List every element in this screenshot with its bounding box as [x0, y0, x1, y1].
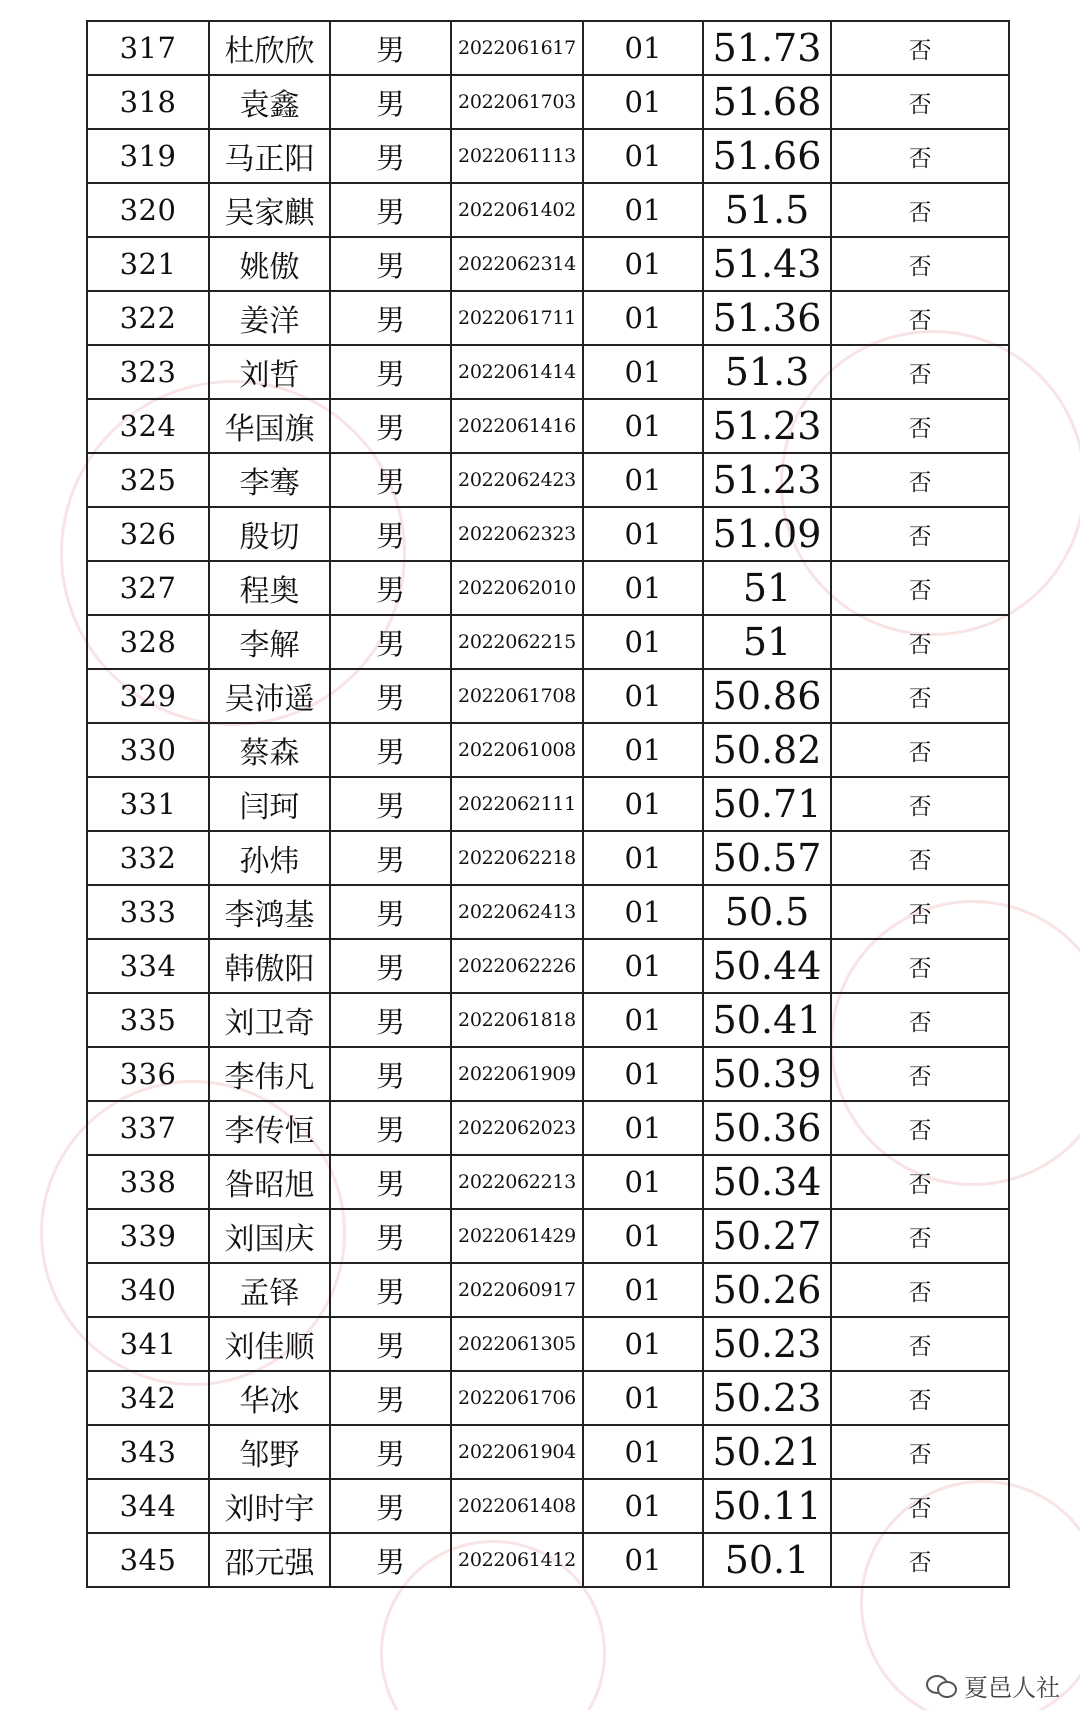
row-number-cell: 319 [87, 129, 209, 183]
exam-number-cell: 2022061412 [451, 1533, 583, 1587]
table-row [87, 561, 1009, 615]
exam-number-cell: 2022061414 [451, 345, 583, 399]
gender-cell: 男 [330, 1533, 451, 1587]
table-row [87, 399, 1009, 453]
table-row [87, 345, 1009, 399]
candidate-name-cell: 吴家麒 [209, 183, 330, 237]
candidate-name-cell: 韩傲阳 [209, 939, 330, 993]
qualified-flag-cell: 否 [831, 885, 1009, 939]
qualified-flag-cell: 否 [831, 183, 1009, 237]
score-cell: 50.86 [703, 669, 831, 723]
gender-cell: 男 [330, 777, 451, 831]
row-number-cell: 322 [87, 291, 209, 345]
row-number-cell: 338 [87, 1155, 209, 1209]
candidate-name-cell: 李解 [209, 615, 330, 669]
score-cell: 50.26 [703, 1263, 831, 1317]
qualified-flag-cell: 否 [831, 453, 1009, 507]
score-cell: 50.36 [703, 1101, 831, 1155]
exam-number-cell: 2022060917 [451, 1263, 583, 1317]
exam-number-cell: 2022062218 [451, 831, 583, 885]
score-cell: 51 [703, 561, 831, 615]
row-number-cell: 329 [87, 669, 209, 723]
table-row [87, 1263, 1009, 1317]
gender-cell: 男 [330, 507, 451, 561]
candidate-name-cell: 刘卫奇 [209, 993, 330, 1047]
qualified-flag-cell: 否 [831, 669, 1009, 723]
position-code-cell: 01 [583, 669, 703, 723]
score-cell: 51.3 [703, 345, 831, 399]
source-name: 夏邑人社 [964, 1674, 1060, 1702]
table-row [87, 1155, 1009, 1209]
score-table [86, 20, 1010, 1588]
gender-cell: 男 [330, 345, 451, 399]
row-number-cell: 345 [87, 1533, 209, 1587]
position-code-cell: 01 [583, 1317, 703, 1371]
candidate-name-cell: 李传恒 [209, 1101, 330, 1155]
exam-number-cell: 2022061402 [451, 183, 583, 237]
table-row [87, 183, 1009, 237]
candidate-name-cell: 刘时宇 [209, 1479, 330, 1533]
gender-cell: 男 [330, 129, 451, 183]
exam-number-cell: 2022061416 [451, 399, 583, 453]
wechat-icon [926, 1675, 956, 1697]
position-code-cell: 01 [583, 615, 703, 669]
qualified-flag-cell: 否 [831, 723, 1009, 777]
exam-number-cell: 2022062314 [451, 237, 583, 291]
qualified-flag-cell: 否 [831, 21, 1009, 75]
position-code-cell: 01 [583, 723, 703, 777]
gender-cell: 男 [330, 561, 451, 615]
position-code-cell: 01 [583, 183, 703, 237]
exam-number-cell: 2022061008 [451, 723, 583, 777]
table-row [87, 1317, 1009, 1371]
gender-cell: 男 [330, 1209, 451, 1263]
qualified-flag-cell: 否 [831, 1263, 1009, 1317]
position-code-cell: 01 [583, 1101, 703, 1155]
table-row [87, 669, 1009, 723]
gender-cell: 男 [330, 399, 451, 453]
row-number-cell: 331 [87, 777, 209, 831]
gender-cell: 男 [330, 1317, 451, 1371]
row-number-cell: 328 [87, 615, 209, 669]
score-cell: 51.43 [703, 237, 831, 291]
position-code-cell: 01 [583, 237, 703, 291]
position-code-cell: 01 [583, 561, 703, 615]
table-row [87, 507, 1009, 561]
table-row [87, 21, 1009, 75]
position-code-cell: 01 [583, 507, 703, 561]
candidate-name-cell: 华冰 [209, 1371, 330, 1425]
exam-number-cell: 2022061408 [451, 1479, 583, 1533]
gender-cell: 男 [330, 885, 451, 939]
candidate-name-cell: 姚傲 [209, 237, 330, 291]
table-row [87, 291, 1009, 345]
candidate-name-cell: 李伟凡 [209, 1047, 330, 1101]
position-code-cell: 01 [583, 1479, 703, 1533]
qualified-flag-cell: 否 [831, 993, 1009, 1047]
qualified-flag-cell: 否 [831, 1209, 1009, 1263]
exam-number-cell: 2022061305 [451, 1317, 583, 1371]
score-cell: 50.11 [703, 1479, 831, 1533]
row-number-cell: 325 [87, 453, 209, 507]
table-row [87, 1425, 1009, 1479]
exam-number-cell: 2022062323 [451, 507, 583, 561]
table-row [87, 1209, 1009, 1263]
score-cell: 50.57 [703, 831, 831, 885]
candidate-name-cell: 李鸿基 [209, 885, 330, 939]
candidate-name-cell: 蔡森 [209, 723, 330, 777]
qualified-flag-cell: 否 [831, 345, 1009, 399]
candidate-name-cell: 姜洋 [209, 291, 330, 345]
table-row [87, 129, 1009, 183]
position-code-cell: 01 [583, 399, 703, 453]
candidate-name-cell: 刘佳顺 [209, 1317, 330, 1371]
position-code-cell: 01 [583, 993, 703, 1047]
table-row [87, 831, 1009, 885]
qualified-flag-cell: 否 [831, 777, 1009, 831]
score-cell: 51 [703, 615, 831, 669]
gender-cell: 男 [330, 669, 451, 723]
candidate-name-cell: 邵元强 [209, 1533, 330, 1587]
position-code-cell: 01 [583, 831, 703, 885]
exam-number-cell: 2022062423 [451, 453, 583, 507]
position-code-cell: 01 [583, 777, 703, 831]
gender-cell: 男 [330, 21, 451, 75]
qualified-flag-cell: 否 [831, 1479, 1009, 1533]
position-code-cell: 01 [583, 1209, 703, 1263]
qualified-flag-cell: 否 [831, 129, 1009, 183]
row-number-cell: 321 [87, 237, 209, 291]
score-cell: 50.44 [703, 939, 831, 993]
row-number-cell: 320 [87, 183, 209, 237]
exam-number-cell: 2022061818 [451, 993, 583, 1047]
gender-cell: 男 [330, 1263, 451, 1317]
position-code-cell: 01 [583, 291, 703, 345]
qualified-flag-cell: 否 [831, 399, 1009, 453]
position-code-cell: 01 [583, 885, 703, 939]
position-code-cell: 01 [583, 345, 703, 399]
score-cell: 50.5 [703, 885, 831, 939]
score-cell: 50.71 [703, 777, 831, 831]
exam-number-cell: 2022062226 [451, 939, 583, 993]
exam-number-cell: 2022062111 [451, 777, 583, 831]
source-footer [926, 1668, 1060, 1703]
score-cell: 50.27 [703, 1209, 831, 1263]
gender-cell: 男 [330, 939, 451, 993]
table-row [87, 723, 1009, 777]
exam-number-cell: 2022061706 [451, 1371, 583, 1425]
position-code-cell: 01 [583, 939, 703, 993]
position-code-cell: 01 [583, 1155, 703, 1209]
row-number-cell: 339 [87, 1209, 209, 1263]
table-row [87, 1371, 1009, 1425]
qualified-flag-cell: 否 [831, 615, 1009, 669]
score-cell: 50.23 [703, 1317, 831, 1371]
position-code-cell: 01 [583, 453, 703, 507]
qualified-flag-cell: 否 [831, 1371, 1009, 1425]
score-cell: 51.73 [703, 21, 831, 75]
candidate-name-cell: 杜欣欣 [209, 21, 330, 75]
table-row [87, 939, 1009, 993]
exam-number-cell: 2022062413 [451, 885, 583, 939]
qualified-flag-cell: 否 [831, 75, 1009, 129]
gender-cell: 男 [330, 615, 451, 669]
position-code-cell: 01 [583, 1263, 703, 1317]
score-cell: 51.09 [703, 507, 831, 561]
exam-number-cell: 2022061703 [451, 75, 583, 129]
candidate-name-cell: 邹野 [209, 1425, 330, 1479]
row-number-cell: 317 [87, 21, 209, 75]
candidate-name-cell: 程奥 [209, 561, 330, 615]
row-number-cell: 337 [87, 1101, 209, 1155]
qualified-flag-cell: 否 [831, 237, 1009, 291]
table-row [87, 1101, 1009, 1155]
score-cell: 50.23 [703, 1371, 831, 1425]
row-number-cell: 327 [87, 561, 209, 615]
row-number-cell: 340 [87, 1263, 209, 1317]
position-code-cell: 01 [583, 1047, 703, 1101]
score-cell: 50.41 [703, 993, 831, 1047]
qualified-flag-cell: 否 [831, 1317, 1009, 1371]
qualified-flag-cell: 否 [831, 561, 1009, 615]
row-number-cell: 341 [87, 1317, 209, 1371]
qualified-flag-cell: 否 [831, 831, 1009, 885]
exam-number-cell: 2022062010 [451, 561, 583, 615]
qualified-flag-cell: 否 [831, 1425, 1009, 1479]
position-code-cell: 01 [583, 129, 703, 183]
score-cell: 51.23 [703, 453, 831, 507]
score-cell: 51.36 [703, 291, 831, 345]
qualified-flag-cell: 否 [831, 507, 1009, 561]
gender-cell: 男 [330, 993, 451, 1047]
exam-number-cell: 2022061113 [451, 129, 583, 183]
candidate-name-cell: 华国旗 [209, 399, 330, 453]
row-number-cell: 335 [87, 993, 209, 1047]
score-cell: 50.21 [703, 1425, 831, 1479]
gender-cell: 男 [330, 183, 451, 237]
candidate-name-cell: 孙炜 [209, 831, 330, 885]
gender-cell: 男 [330, 1047, 451, 1101]
exam-number-cell: 2022061711 [451, 291, 583, 345]
candidate-name-cell: 刘哲 [209, 345, 330, 399]
qualified-flag-cell: 否 [831, 1101, 1009, 1155]
qualified-flag-cell: 否 [831, 1533, 1009, 1587]
candidate-name-cell: 吴沛遥 [209, 669, 330, 723]
table-row [87, 1533, 1009, 1587]
row-number-cell: 326 [87, 507, 209, 561]
table-row [87, 237, 1009, 291]
score-table-body [87, 21, 1009, 1587]
position-code-cell: 01 [583, 1371, 703, 1425]
row-number-cell: 336 [87, 1047, 209, 1101]
row-number-cell: 323 [87, 345, 209, 399]
score-cell: 50.39 [703, 1047, 831, 1101]
row-number-cell: 342 [87, 1371, 209, 1425]
position-code-cell: 01 [583, 21, 703, 75]
gender-cell: 男 [330, 1425, 451, 1479]
score-cell: 50.1 [703, 1533, 831, 1587]
position-code-cell: 01 [583, 1533, 703, 1587]
row-number-cell: 332 [87, 831, 209, 885]
exam-number-cell: 2022061429 [451, 1209, 583, 1263]
table-row [87, 1047, 1009, 1101]
score-cell: 50.82 [703, 723, 831, 777]
score-cell: 51.23 [703, 399, 831, 453]
gender-cell: 男 [330, 237, 451, 291]
candidate-name-cell: 马正阳 [209, 129, 330, 183]
row-number-cell: 334 [87, 939, 209, 993]
exam-number-cell: 2022061909 [451, 1047, 583, 1101]
row-number-cell: 330 [87, 723, 209, 777]
gender-cell: 男 [330, 453, 451, 507]
score-cell: 51.66 [703, 129, 831, 183]
gender-cell: 男 [330, 1371, 451, 1425]
gender-cell: 男 [330, 75, 451, 129]
candidate-name-cell: 殷切 [209, 507, 330, 561]
gender-cell: 男 [330, 831, 451, 885]
gender-cell: 男 [330, 1101, 451, 1155]
row-number-cell: 318 [87, 75, 209, 129]
candidate-name-cell: 刘国庆 [209, 1209, 330, 1263]
row-number-cell: 324 [87, 399, 209, 453]
exam-number-cell: 2022061708 [451, 669, 583, 723]
table-row [87, 615, 1009, 669]
table-row [87, 777, 1009, 831]
position-code-cell: 01 [583, 75, 703, 129]
exam-number-cell: 2022062213 [451, 1155, 583, 1209]
gender-cell: 男 [330, 291, 451, 345]
row-number-cell: 333 [87, 885, 209, 939]
qualified-flag-cell: 否 [831, 291, 1009, 345]
score-cell: 51.68 [703, 75, 831, 129]
position-code-cell: 01 [583, 1425, 703, 1479]
exam-number-cell: 2022062215 [451, 615, 583, 669]
exam-number-cell: 2022061904 [451, 1425, 583, 1479]
table-row [87, 1479, 1009, 1533]
candidate-name-cell: 闫珂 [209, 777, 330, 831]
table-row [87, 885, 1009, 939]
exam-number-cell: 2022062023 [451, 1101, 583, 1155]
score-cell: 51.5 [703, 183, 831, 237]
exam-number-cell: 2022061617 [451, 21, 583, 75]
gender-cell: 男 [330, 723, 451, 777]
candidate-name-cell: 李骞 [209, 453, 330, 507]
table-row [87, 75, 1009, 129]
candidate-name-cell: 昝昭旭 [209, 1155, 330, 1209]
qualified-flag-cell: 否 [831, 1047, 1009, 1101]
candidate-name-cell: 袁鑫 [209, 75, 330, 129]
table-row [87, 993, 1009, 1047]
qualified-flag-cell: 否 [831, 1155, 1009, 1209]
row-number-cell: 344 [87, 1479, 209, 1533]
score-cell: 50.34 [703, 1155, 831, 1209]
gender-cell: 男 [330, 1155, 451, 1209]
table-row [87, 453, 1009, 507]
row-number-cell: 343 [87, 1425, 209, 1479]
qualified-flag-cell: 否 [831, 939, 1009, 993]
candidate-name-cell: 孟铎 [209, 1263, 330, 1317]
gender-cell: 男 [330, 1479, 451, 1533]
